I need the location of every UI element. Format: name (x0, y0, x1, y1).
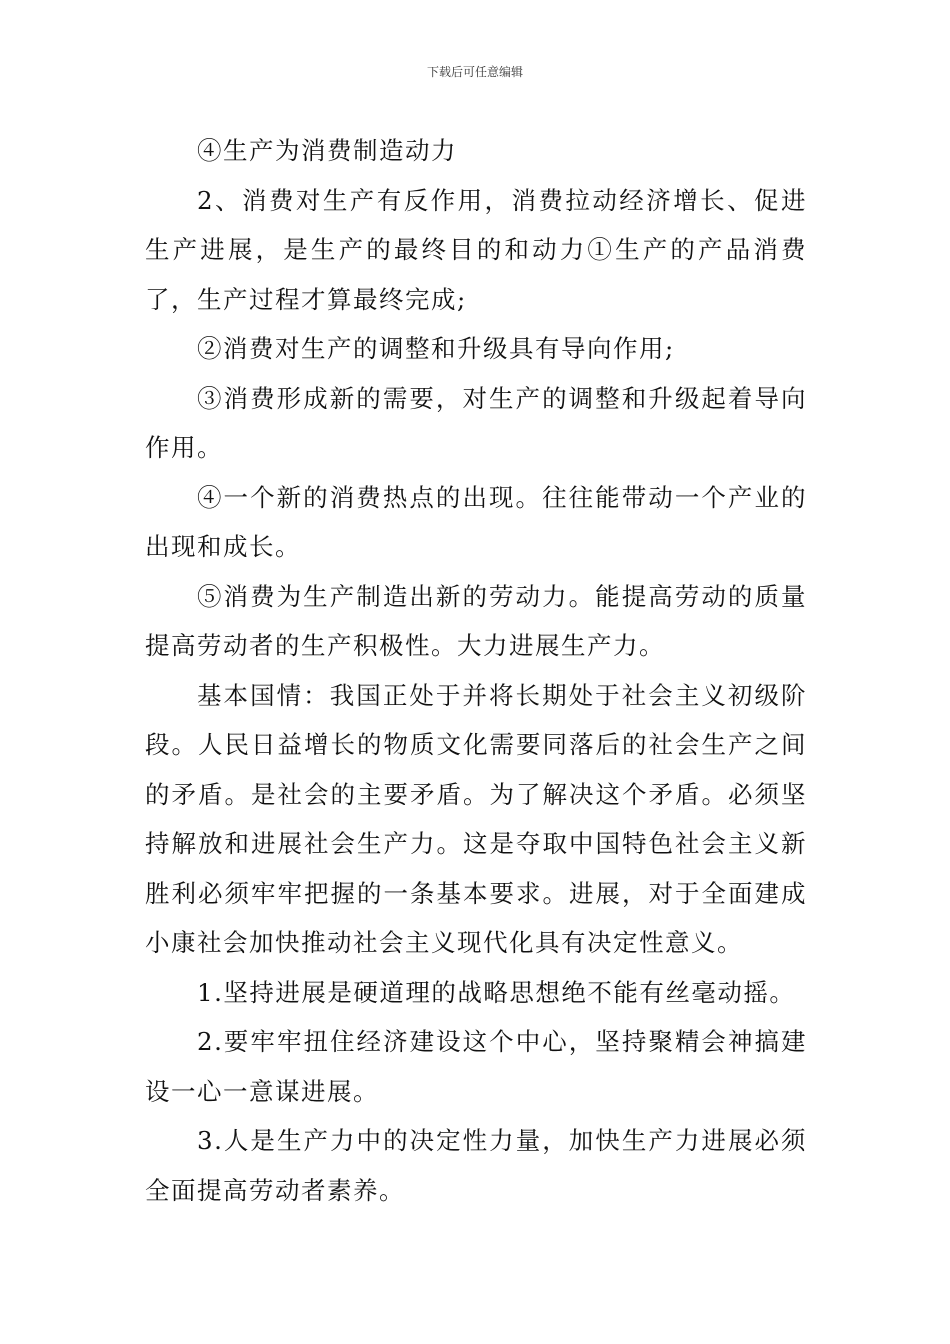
paragraph: 2、消费对生产有反作用，消费拉动经济增长、促进生产进展，是生产的最终目的和动力①生产的产品消费了，生产过程才算最终完成; (145, 185, 807, 314)
paragraph: 基本国情：我国正处于并将长期处于社会主义初级阶段。人民日益增长的物质文化需要同落后的社会生产之间的矛盾。是社会的主要矛盾。为了解决这个矛盾。必须坚持解放和进展社会生产力。这是夺取中国特色社会主义新胜利必须牢牢把握的一条基本要求。进展，对于全面建成小康社会加快推动社会主义现代化具有决定性意义。 (145, 680, 807, 957)
paragraph: 3.人是生产力中的决定性力量，加快生产力进展必须全面提高劳动者素养。 (145, 1126, 807, 1205)
paragraph: ⑤消费为生产制造出新的劳动力。能提高劳动的质量提高劳动者的生产积极性。大力进展生产力。 (145, 581, 807, 660)
paragraph: 2.要牢牢扭住经济建设这个中心，坚持聚精会神搞建设一心一意谋进展。 (145, 1027, 807, 1106)
page-header: 下载后可任意编辑 (426, 65, 523, 79)
paragraph: ②消费对生产的调整和升级具有导向作用; (197, 334, 675, 363)
paragraph: 1.坚持进展是硬道理的战略思想绝不能有丝毫动摇。 (197, 977, 796, 1007)
paragraph: ③消费形成新的需要，对生产的调整和升级起着导向作用。 (145, 383, 807, 462)
document-body (145, 126, 807, 1215)
paragraph: ④一个新的消费热点的出现。往往能带动一个产业的出现和成长。 (145, 482, 807, 561)
paragraph: ④生产为消费制造动力 (197, 136, 457, 165)
